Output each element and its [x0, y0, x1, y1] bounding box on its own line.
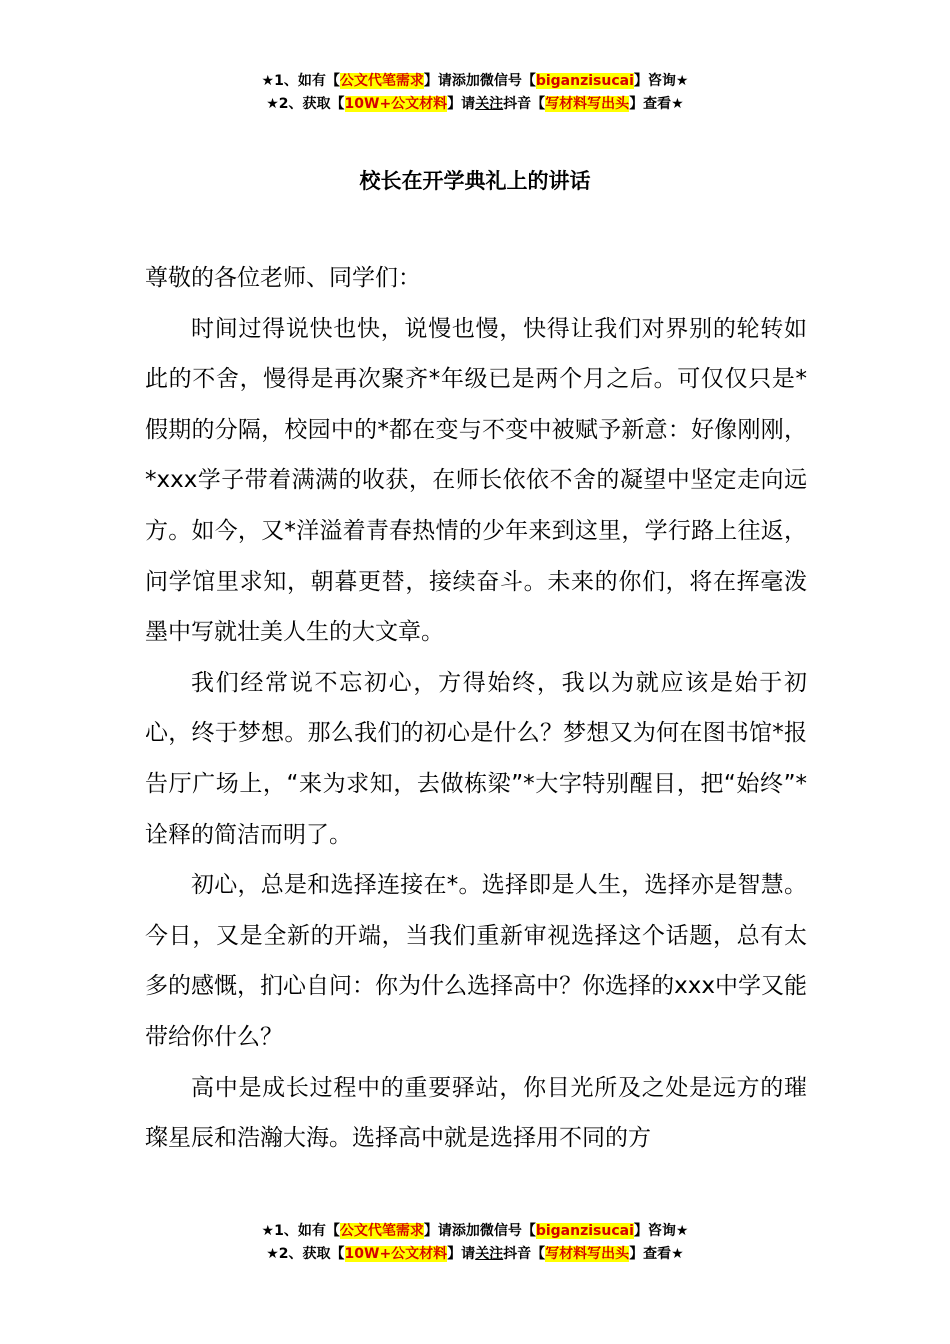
- salutation: 尊敬的各位老师、同学们：: [145, 265, 421, 291]
- footer-line-2-prefix: ★2、获取【: [266, 1246, 345, 1262]
- footer-line-2-emph: 关注: [475, 1246, 504, 1262]
- header-line-2-suffix: 】查看★: [629, 96, 684, 112]
- paragraph-1: 时间过得说快也快，说慢也慢，快得让我们对界别的轮转如此的不舍，慢得是再次聚齐*年级已是两个月之后。可仅仅只是*假期的分隔，校园中的*都在变与不变中被赋予新意：好像刚刚，*xxx学子带着满满的收获，在师长依依不舍的凝望中坚定走向远方。如今，又*洋溢着青春热情的少年来到这里，学行路上往返，问学馆里求知，朝暮更替，接续奋斗。未来的你们，将在挥毫泼墨中写就壮美人生的大文章。: [145, 315, 807, 646]
- header-line-2: [0, 93, 950, 116]
- footer-line-1-prefix: ★1、如有【: [261, 1223, 340, 1239]
- footer-line-1-mid: 】请添: [423, 1223, 466, 1239]
- footer-line-2-suffix: 】查看★: [629, 1246, 684, 1262]
- header-line-2-highlight-douyin: 写材料写出头: [545, 96, 630, 112]
- paragraph-2: 我们经常说不忘初心，方得始终，我以为就应该是始于初心，终于梦想。那么我们的初心是什么？梦想又为何在图书馆*报告厅广场上，“来为求知，去做栋梁”*大字特别醒目，把“始终”*诠释的简洁而明了。: [145, 669, 807, 848]
- document-title: 校长在开学典礼上的讲话: [359, 169, 591, 193]
- footer-line-1-highlight-service: 公文代笔需求: [339, 1223, 424, 1239]
- paragraph-4: 高中是成长过程中的重要驿站，你目光所及之处是远方的璀璨星辰和浩瀚大海。选择高中就是选择用不同的方: [145, 1074, 807, 1152]
- header-line-2-prefix: ★2、获取【: [266, 96, 345, 112]
- header-line-1-highlight-wechat: biganzisucai: [535, 73, 634, 89]
- header-line-1-emph: 加: [465, 73, 480, 89]
- footer-line-2-mid2: 抖音【: [503, 1246, 546, 1262]
- footer-banner: [0, 1220, 950, 1266]
- header-line-1: [0, 70, 950, 93]
- header-line-1-suffix: 】咨询★: [633, 73, 689, 89]
- footer-line-1: [0, 1220, 950, 1243]
- footer-line-2-mid: 】请: [447, 1246, 476, 1262]
- footer-line-1-highlight-wechat: biganzisucai: [535, 1223, 634, 1239]
- header-line-2-mid2: 抖音【: [503, 96, 546, 112]
- header-line-2-mid: 】请: [447, 96, 476, 112]
- footer-line-1-mid2: 微信号【: [479, 1223, 536, 1239]
- footer-line-1-suffix: 】咨询★: [633, 1223, 689, 1239]
- header-line-1-mid: 】请添: [423, 73, 466, 89]
- header-banner: [0, 70, 950, 116]
- document-body: [145, 253, 807, 1164]
- header-line-1-prefix: ★1、如有【: [261, 73, 340, 89]
- paragraph-3: 初心，总是和选择连接在*。选择即是人生，选择亦是智慧。今日，又是全新的开端，当我们重新审视选择这个话题，总有太多的感慨，扪心自问：你为什么选择高中？你选择的xxx中学又能带给你什么？: [145, 872, 807, 1050]
- header-line-2-highlight-materials: 10W+公文材料: [344, 96, 448, 112]
- footer-line-2: [0, 1243, 950, 1266]
- header-line-2-emph: 关注: [475, 96, 504, 112]
- footer-line-2-highlight-materials: 10W+公文材料: [344, 1246, 448, 1262]
- header-line-1-mid2: 微信号【: [479, 73, 536, 89]
- header-line-1-highlight-service: 公文代笔需求: [339, 73, 424, 89]
- footer-line-1-emph: 加: [465, 1223, 480, 1239]
- footer-line-2-highlight-douyin: 写材料写出头: [545, 1246, 630, 1262]
